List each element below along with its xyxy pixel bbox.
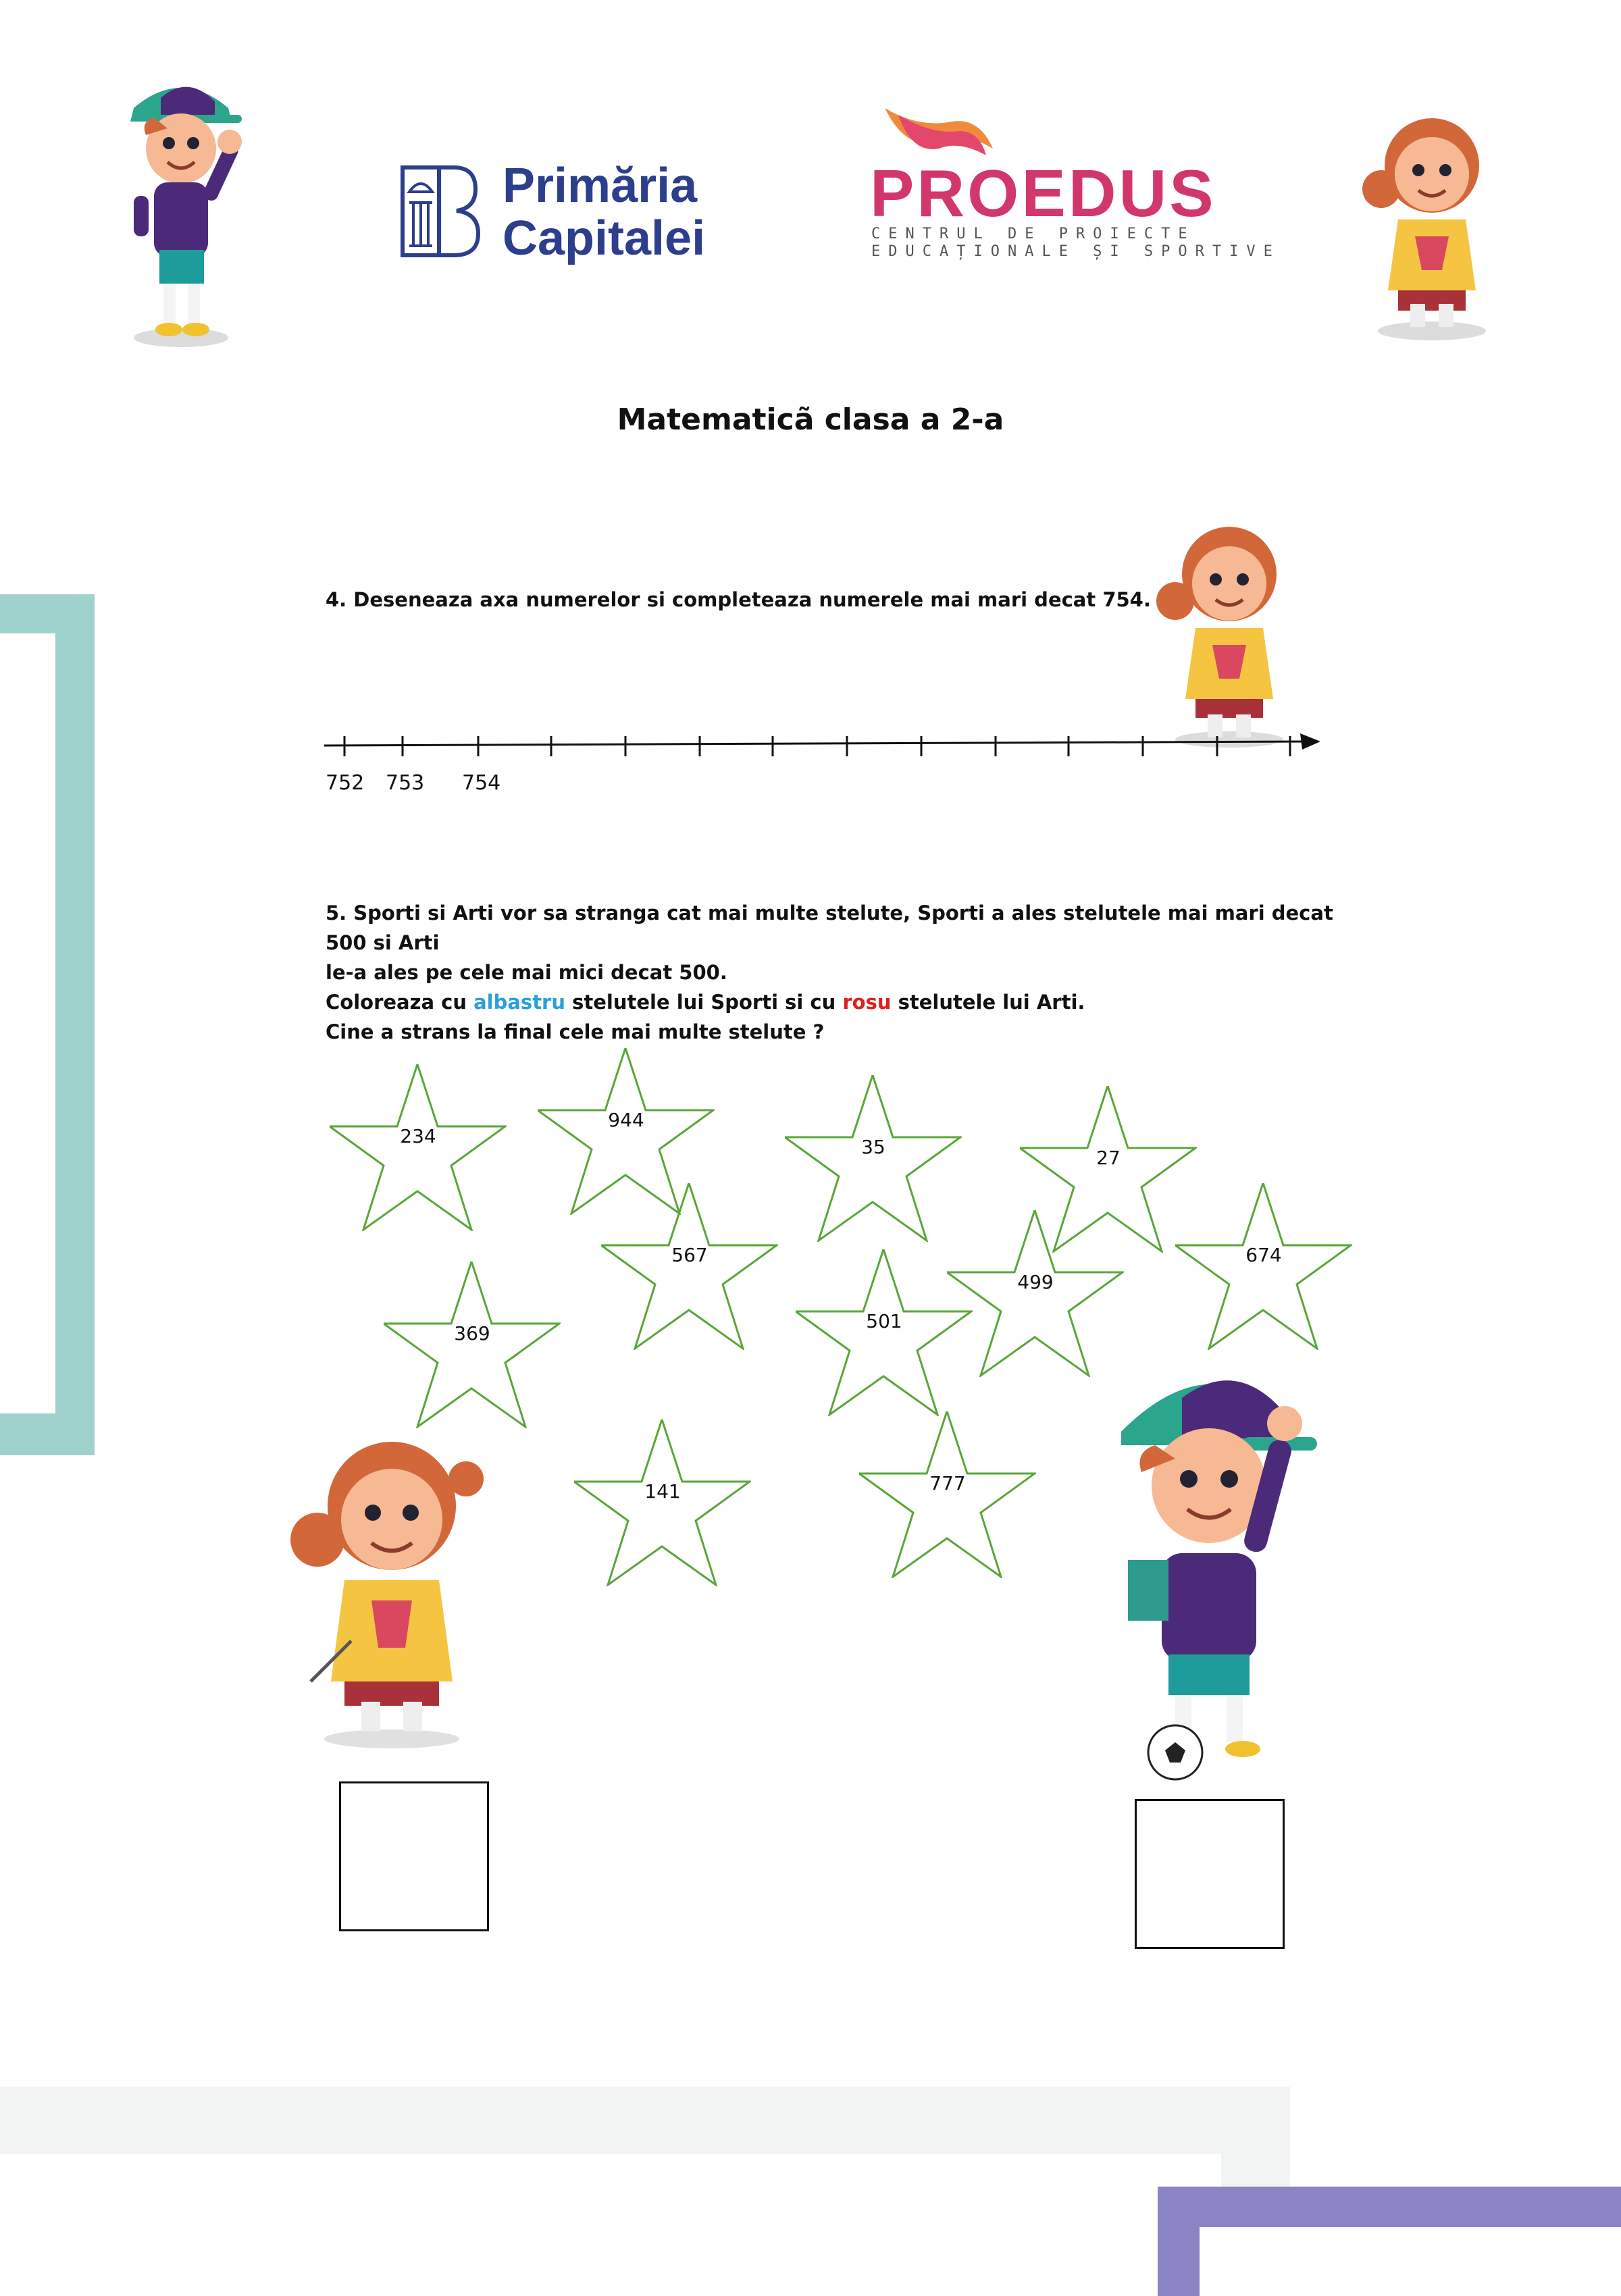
star-674[interactable]	[1175, 1183, 1352, 1350]
proedus-logo-subtitle	[871, 226, 1281, 261]
star-number: 141	[644, 1480, 681, 1503]
star-number: 944	[608, 1109, 644, 1131]
task5-text	[326, 898, 1339, 1047]
axis-label-753: 753	[386, 771, 425, 795]
star-567[interactable]	[601, 1183, 778, 1350]
page-title: Matematicã clasa a 2-a	[617, 402, 1004, 437]
sporti-boy-illustration	[1108, 1357, 1337, 1783]
star-number: 674	[1245, 1244, 1282, 1266]
task4-text: 4. Deseneaza axa numerelor si completeaza numerele mai mari decat 754.	[326, 588, 1151, 611]
number-line-arrow-icon	[1300, 733, 1320, 750]
proedus-subtitle-line2: EDUCAȚIONALE ȘI SPORTIVE	[871, 243, 1281, 260]
star-501[interactable]	[796, 1249, 973, 1416]
star-number: 234	[400, 1125, 436, 1147]
primaria-logo-line1: Primăria	[503, 159, 698, 213]
task5-line3-prefix: Coloreaza cu	[326, 991, 474, 1014]
task5-line1: 5. Sporti si Arti vor sa stranga cat mai multe stelute, Sporti a ales stelutele mai mari decat 500 si Arti	[326, 902, 1333, 954]
girl-task4-illustration	[1141, 513, 1310, 750]
proedus-subtitle-line1: CENTRUL DE PROIECTE	[871, 226, 1195, 242]
color-word-red: rosu	[842, 991, 892, 1014]
boy-character-illustration	[113, 68, 249, 351]
star-35[interactable]	[785, 1075, 962, 1242]
star-777[interactable]	[859, 1411, 1036, 1578]
task5-line3-suffix: stelutele lui Arti.	[891, 991, 1085, 1014]
task5-line3	[326, 987, 1339, 1017]
task5-line4: Cine a strans la final cele mai multe stelute ?	[326, 1020, 825, 1043]
number-line-axis	[324, 741, 1310, 746]
star-number: 777	[929, 1472, 966, 1494]
primaria-logo-text	[503, 159, 705, 265]
proedus-logo-name: PROEDUS	[870, 156, 1216, 230]
star-number: 567	[671, 1244, 708, 1266]
axis-label-752: 752	[326, 771, 365, 795]
star-number: 501	[866, 1310, 902, 1332]
star-369[interactable]	[384, 1261, 561, 1428]
star-141[interactable]	[574, 1419, 751, 1586]
arti-answer-box[interactable]	[339, 1781, 489, 1931]
teal-frame-inner	[0, 633, 55, 1413]
sporti-answer-box[interactable]	[1135, 1799, 1285, 1949]
star-number: 369	[454, 1322, 490, 1345]
number-line	[324, 729, 1324, 770]
color-word-blue: albastru	[473, 991, 566, 1014]
primaria-b-logo-icon	[400, 165, 481, 258]
arti-girl-illustration	[277, 1425, 493, 1749]
primaria-logo-line2: Capitalei	[503, 211, 706, 265]
star-234[interactable]	[330, 1064, 507, 1231]
task5-line3-mid: stelutele lui Sporti si cu	[565, 991, 843, 1014]
star-499[interactable]	[947, 1210, 1124, 1377]
star-number: 35	[861, 1136, 885, 1158]
axis-label-754: 754	[462, 771, 501, 795]
bottom-gray-frame-inner	[0, 2154, 1221, 2296]
star-number: 27	[1096, 1147, 1121, 1169]
purple-frame-inner	[1200, 2227, 1621, 2296]
star-number: 499	[1017, 1271, 1054, 1293]
girl-character-illustration	[1351, 101, 1506, 344]
task5-line2: le-a ales pe cele mai mici decat 500.	[326, 961, 727, 984]
